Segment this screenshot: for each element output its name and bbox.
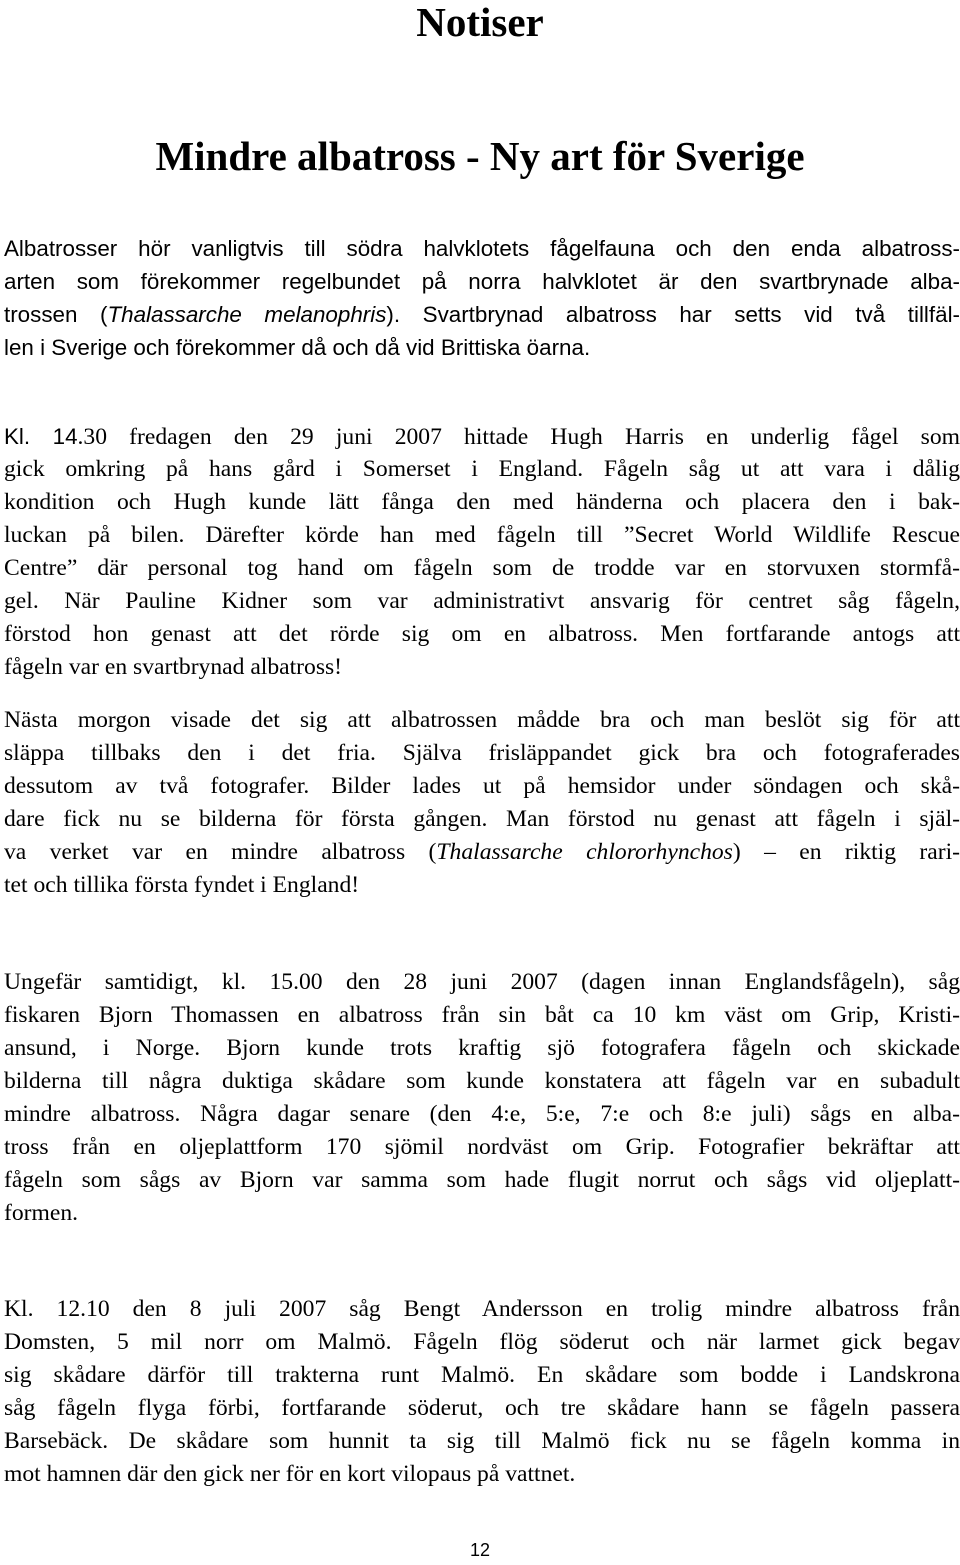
text-line bbox=[4, 1197, 960, 1230]
text-segment: trossen ( bbox=[4, 302, 108, 327]
text-segment: mot hamnen där den gick ner för en kort vilopaus på vattnet. bbox=[4, 1461, 576, 1487]
text-line bbox=[4, 331, 960, 364]
text-segment: bilderna till några duktiga skådare som kunde konstatera att fågeln var en subadult bbox=[4, 1068, 960, 1094]
text-segment: dare fick nu se bilderna för första gången. Man förstod nu genast att fågeln i själ- bbox=[4, 806, 960, 832]
text-segment: mindre albatross. Några dagar senare (den 4:e, 5:e, 7:e och 8:e juli) sågs en alba- bbox=[4, 1101, 960, 1127]
text-segment: fiskaren Bjorn Thomassen en albatross från sin båt ca 10 km väst om Grip, Kristi- bbox=[4, 1002, 960, 1028]
text-segment: såg fågeln flyga förbi, fortfarande söderut, och tre skådare hann se fågeln passera bbox=[4, 1395, 960, 1421]
text-line bbox=[4, 585, 960, 618]
text-line bbox=[4, 1131, 960, 1164]
text-line bbox=[4, 1098, 960, 1131]
text-segment: sig skådare därför till trakterna runt Malmö. En skådare som bodde i Landskrona bbox=[4, 1362, 960, 1388]
text-line bbox=[4, 519, 960, 552]
text-line bbox=[4, 420, 960, 453]
article-title: Mindre albatross - Ny art för Sverige bbox=[155, 133, 805, 179]
text-line bbox=[4, 618, 960, 651]
text-line bbox=[4, 1392, 960, 1425]
text-segment: dessutom av två fotografer. Bilder lades ut på hemsidor under söndagen och skå- bbox=[4, 773, 960, 799]
paragraph bbox=[4, 704, 960, 902]
text-line bbox=[4, 1425, 960, 1458]
text-segment: Nästa morgon visade det sig att albatrossen mådde bra och man beslöt sig för att bbox=[4, 707, 960, 733]
text-line bbox=[4, 999, 960, 1032]
text-segment: .30 fredagen den 29 juni 2007 hittade Hugh Harris en underlig fågel som bbox=[77, 424, 960, 450]
text-line bbox=[4, 1032, 960, 1065]
species-name: Thalassarche melanophris bbox=[107, 302, 387, 327]
text-segment: va verket var en mindre albatross ( bbox=[4, 839, 437, 865]
text-segment: kondition och Hugh kunde lätt fånga den med händerna och placera den i bak- bbox=[4, 489, 960, 515]
species-name: Thalassarche chlororhynchos bbox=[436, 839, 733, 865]
text-line bbox=[4, 265, 960, 298]
text-segment: fågeln var en svartbrynad albatross! bbox=[4, 654, 343, 680]
text-line bbox=[4, 770, 960, 803]
text-segment: Kl. 12.10 den 8 juli 2007 såg Bengt Andersson en trolig mindre albatross från bbox=[4, 1296, 960, 1322]
paragraph bbox=[4, 1293, 960, 1491]
text-line bbox=[4, 453, 960, 486]
text-segment: Ungefär samtidigt, kl. 15.00 den 28 juni 2007 (dagen innan Englandsfågeln), såg bbox=[4, 969, 960, 995]
text-segment: len i Sverige och förekommer då och då vid Brittiska öarna. bbox=[4, 335, 591, 360]
text-segment: förstod hon genast att det rörde sig om en albatross. Men fortfarande antogs att bbox=[4, 621, 960, 647]
text-segment: ). Svartbrynad albatross har setts vid två tillfäl- bbox=[386, 302, 960, 327]
text-line bbox=[4, 1164, 960, 1197]
text-line bbox=[4, 232, 960, 265]
page-number: 12 bbox=[469, 1540, 491, 1560]
text-line bbox=[4, 486, 960, 519]
text-segment: formen. bbox=[4, 1200, 79, 1226]
text-segment: Centre” där personal tog hand om fågeln som de trodde var en storvuxen stormfå- bbox=[4, 555, 960, 581]
text-segment: Barsebäck. De skådare som hunnit ta sig till Malmö fick nu se fågeln komma in bbox=[4, 1428, 960, 1454]
text-line bbox=[4, 737, 960, 770]
text-segment: ansund, i Norge. Bjorn kunde trots kraftig sjö fotografera fågeln och skickade bbox=[4, 1035, 960, 1061]
text-line bbox=[4, 966, 960, 999]
text-segment: Kl. 14 bbox=[4, 424, 78, 449]
paragraph bbox=[4, 453, 960, 684]
paragraph bbox=[4, 232, 960, 364]
text-line bbox=[4, 836, 960, 869]
text-line bbox=[4, 1293, 960, 1326]
text-segment: fågeln som sågs av Bjorn var samma som hade flugit norrut och sågs vid oljeplatt- bbox=[4, 1167, 960, 1193]
text-line bbox=[4, 1326, 960, 1359]
text-line bbox=[4, 1359, 960, 1392]
text-segment: tet och tillika första fyndet i England! bbox=[4, 872, 360, 898]
text-line bbox=[4, 704, 960, 737]
text-line bbox=[4, 869, 960, 902]
text-line bbox=[4, 552, 960, 585]
text-line bbox=[4, 298, 960, 331]
paragraph bbox=[4, 966, 960, 1230]
text-segment: ) – en riktig rari- bbox=[732, 839, 960, 865]
text-segment: gick omkring på hans gård i Somerset i England. Fågeln såg ut att vara i dålig bbox=[4, 456, 960, 482]
text-segment: tross från en oljeplattform 170 sjömil nordväst om Grip. Fotografier bekräftar att bbox=[4, 1134, 960, 1160]
text-line bbox=[4, 1065, 960, 1098]
paragraph bbox=[4, 420, 960, 453]
text-segment: gel. När Pauline Kidner som var administrativt ansvarig för centret såg fågeln, bbox=[4, 588, 960, 614]
text-segment: arten som förekommer regelbundet på norra halvklotet är den svartbrynade alba- bbox=[4, 269, 960, 294]
text-line bbox=[4, 651, 960, 684]
text-segment: Domsten, 5 mil norr om Malmö. Fågeln flög söderut och när larmet gick begav bbox=[4, 1329, 960, 1355]
text-segment: Albatrosser hör vanligtvis till södra halvklotets fågelfauna och den enda albatross- bbox=[4, 236, 960, 261]
text-line bbox=[4, 803, 960, 836]
text-segment: luckan på bilen. Därefter körde han med fågeln till ”Secret World Wildlife Rescue bbox=[4, 522, 960, 548]
text-segment: släppa tillbaks den i det fria. Själva frisläppandet gick bra och fotograferades bbox=[4, 740, 960, 766]
page-title: Notiser bbox=[416, 0, 544, 45]
text-line bbox=[4, 1458, 960, 1491]
